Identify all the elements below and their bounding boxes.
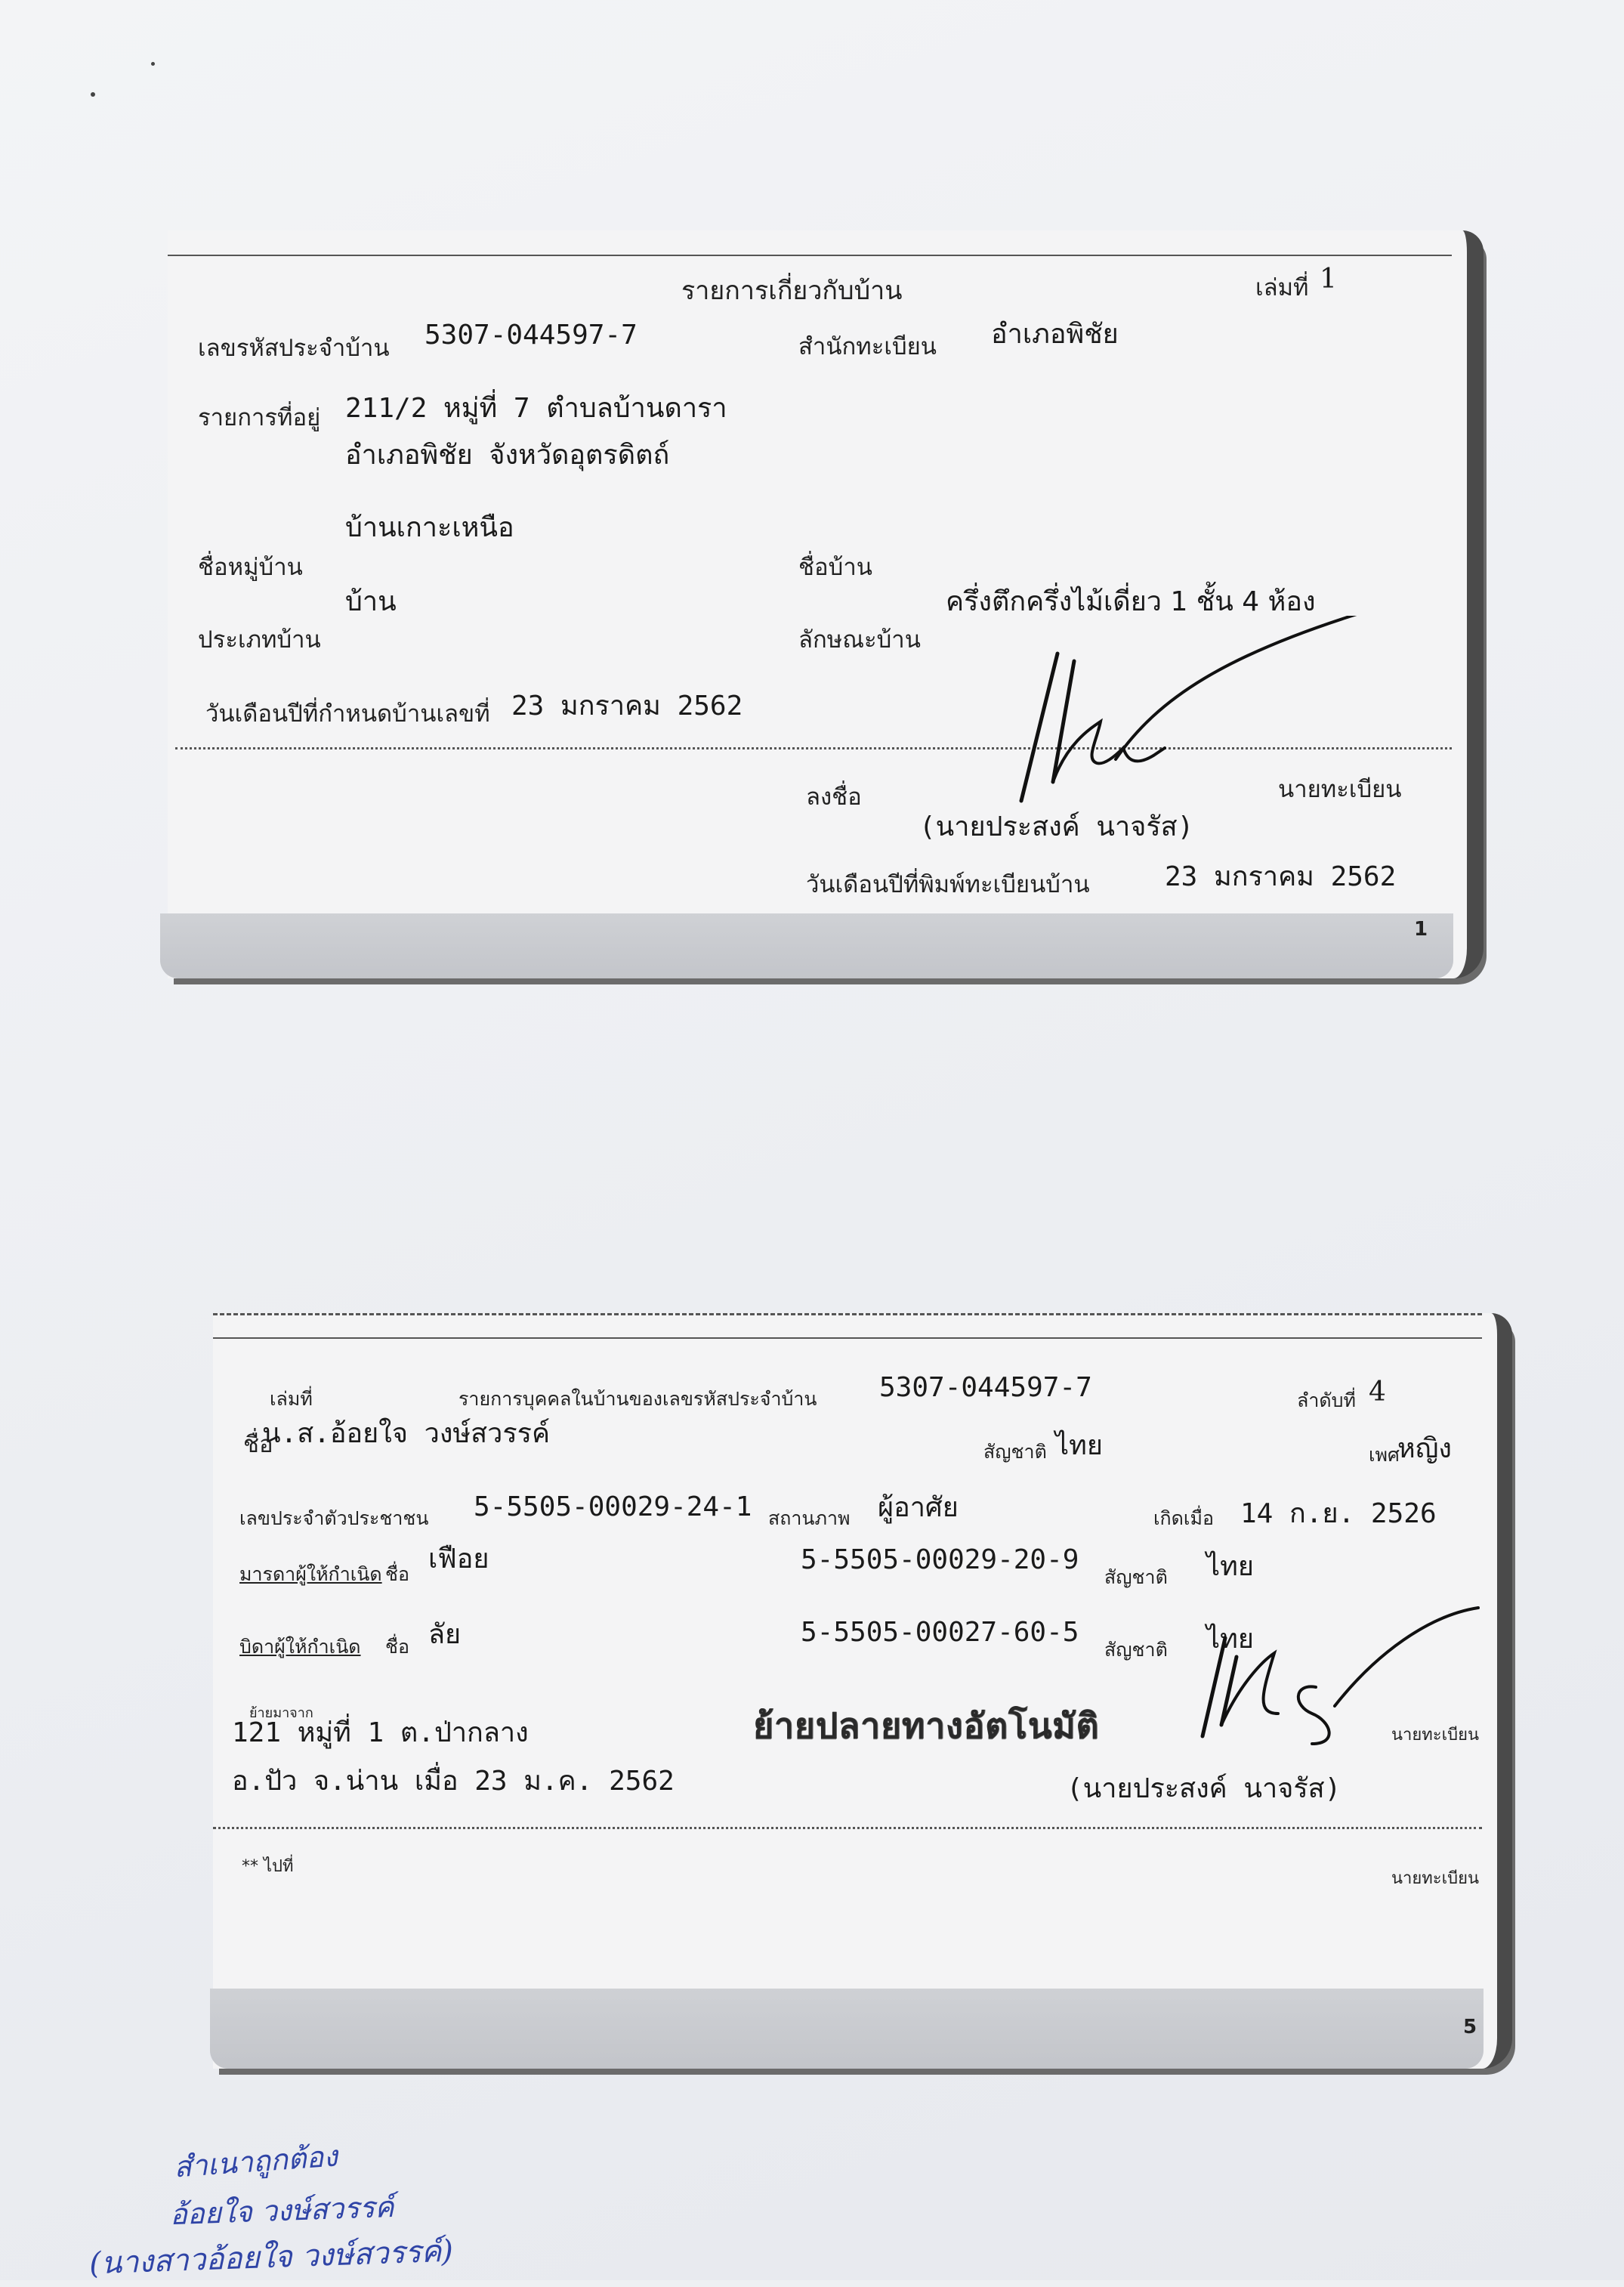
father-label: บิดาผู้ให้กำเนิด bbox=[239, 1636, 361, 1658]
mother-id: 5-5505-00029-20-9 bbox=[801, 1544, 1079, 1575]
page-number: 5 bbox=[1463, 2016, 1477, 2038]
house-code-value: 5307-044597-7 bbox=[879, 1372, 1092, 1403]
status-value: ผู้อาศัย bbox=[878, 1492, 959, 1523]
card-footer-band bbox=[160, 913, 1453, 978]
sex-label: เพศ bbox=[1369, 1444, 1400, 1466]
mother-label: มารดาผู้ให้กำเนิด bbox=[239, 1563, 382, 1585]
registrar-name: (นายประสงค์ นาจรัส) bbox=[1067, 1773, 1341, 1804]
top-rule bbox=[168, 255, 1452, 256]
registrar-label-1: นายทะเบียน bbox=[1391, 1726, 1480, 1745]
house-type-value: บ้าน bbox=[345, 586, 397, 617]
house-style-value: ครึ่งตึกครึ่งไม้เดี่ยว 1 ชั้น 4 ห้อง bbox=[946, 586, 1316, 617]
book-number: 1 bbox=[1320, 264, 1337, 295]
top-dashed-edge bbox=[213, 1313, 1482, 1315]
father-nationality: ไทย bbox=[1206, 1624, 1254, 1655]
village-label: ชื่อหมู่บ้าน bbox=[198, 554, 303, 581]
registrar-label-2: นายทะเบียน bbox=[1391, 1869, 1480, 1888]
print-date-label: วันเดือนปีที่พิมพ์ทะเบียนบ้าน bbox=[806, 871, 1090, 898]
house-code-label: เลขรหัสประจำบ้าน bbox=[198, 335, 390, 362]
mother-nationality: ไทย bbox=[1206, 1551, 1254, 1582]
person-name: น.ส.อ้อยใจ วงษ์สวรรค์ bbox=[262, 1418, 551, 1449]
card-title: รายการเกี่ยวกับบ้าน bbox=[681, 276, 903, 306]
card-footer-band bbox=[210, 1989, 1484, 2069]
nationality-value: ไทย bbox=[1055, 1430, 1103, 1461]
born-value: 14 ก.ย. 2526 bbox=[1240, 1498, 1437, 1529]
sequence-label: ลำดับที่ bbox=[1297, 1389, 1356, 1411]
auto-move-stamp: ย้ายปลายทางอัตโนมัติ bbox=[753, 1705, 1100, 1746]
father-nationality-label: สัญชาติ bbox=[1104, 1639, 1168, 1661]
status-label: สถานภาพ bbox=[768, 1507, 851, 1529]
page-number: 1 bbox=[1414, 918, 1428, 941]
date-assigned-value: 23 มกราคม 2562 bbox=[511, 691, 743, 722]
date-assigned-label: วันเดือนปีที่กำหนดบ้านเลขที่ bbox=[205, 700, 490, 728]
village-value: บ้านเกาะเหนือ bbox=[345, 512, 514, 543]
handwritten-signature-name: อ้อยใจ วงษ์สวรรค์ bbox=[169, 2190, 395, 2232]
speck bbox=[91, 92, 95, 97]
mother-name-label: ชื่อ bbox=[385, 1563, 409, 1585]
sex-value: หญิง bbox=[1397, 1433, 1452, 1464]
handwritten-printed-name: (นางสาวอ้อยใจ วงษ์สวรรค์) bbox=[88, 2233, 454, 2282]
registrar-signature bbox=[983, 616, 1406, 812]
moved-to-label: ** ไปที่ bbox=[242, 1857, 294, 1876]
moved-from-line-1: 121 หมู่ที่ 1 ต.ป่ากลาง bbox=[232, 1717, 529, 1748]
registry-office-value: อำเภอพิชัย bbox=[991, 319, 1119, 350]
registry-office-label: สำนักทะเบียน bbox=[798, 333, 937, 360]
book-label: เล่มที่ bbox=[1255, 274, 1309, 301]
sign-label: ลงชื่อ bbox=[806, 783, 862, 811]
person-details-card bbox=[213, 1313, 1512, 2069]
mother-name: เฟือย bbox=[428, 1544, 489, 1575]
moved-from-line-2: อ.ปัว จ.น่าน เมื่อ 23 ม.ค. 2562 bbox=[232, 1766, 675, 1797]
handwritten-certified-copy: สำเนาถูกต้อง bbox=[172, 2139, 339, 2184]
print-date-value: 23 มกราคม 2562 bbox=[1165, 861, 1397, 892]
father-name: ลัย bbox=[428, 1619, 462, 1650]
moved-from-label: ย้ายมาจาก bbox=[249, 1705, 313, 1721]
registrar-label: นายทะเบียน bbox=[1278, 776, 1402, 803]
dotted-divider bbox=[213, 1827, 1482, 1829]
speck bbox=[151, 62, 155, 66]
house-name-label: ชื่อบ้าน bbox=[798, 554, 872, 581]
address-line-2: อำเภอพิชัย จังหวัดอุตรดิตถ์ bbox=[345, 440, 670, 471]
house-details-card bbox=[168, 230, 1484, 978]
mother-nationality-label: สัญชาติ bbox=[1104, 1566, 1168, 1588]
father-name-label: ชื่อ bbox=[385, 1636, 409, 1658]
born-label: เกิดเมื่อ bbox=[1153, 1507, 1214, 1529]
house-type-label: ประเภทบ้าน bbox=[198, 626, 321, 654]
nationality-label: สัญชาติ bbox=[983, 1441, 1047, 1463]
top-rule bbox=[213, 1337, 1482, 1339]
house-style-label: ลักษณะบ้าน bbox=[798, 626, 921, 654]
address-line-1: 211/2 หมู่ที่ 7 ตำบลบ้านดารา bbox=[345, 393, 727, 424]
book-label: เล่มที่ bbox=[270, 1388, 313, 1410]
id-label: เลขประจำตัวประชาชน bbox=[239, 1507, 429, 1529]
house-list-label: รายการบุคคลในบ้านของเลขรหัสประจำบ้าน bbox=[458, 1388, 817, 1410]
name-label: ชื่อ bbox=[243, 1431, 273, 1458]
father-id: 5-5505-00027-60-5 bbox=[801, 1617, 1079, 1648]
id-value: 5-5505-00029-24-1 bbox=[474, 1491, 752, 1522]
address-label: รายการที่อยู่ bbox=[198, 404, 321, 431]
registrar-name: (นายประสงค์ นาจรัส) bbox=[919, 811, 1194, 842]
sequence-number: 4 bbox=[1369, 1377, 1386, 1408]
house-code-value: 5307-044597-7 bbox=[425, 320, 638, 351]
